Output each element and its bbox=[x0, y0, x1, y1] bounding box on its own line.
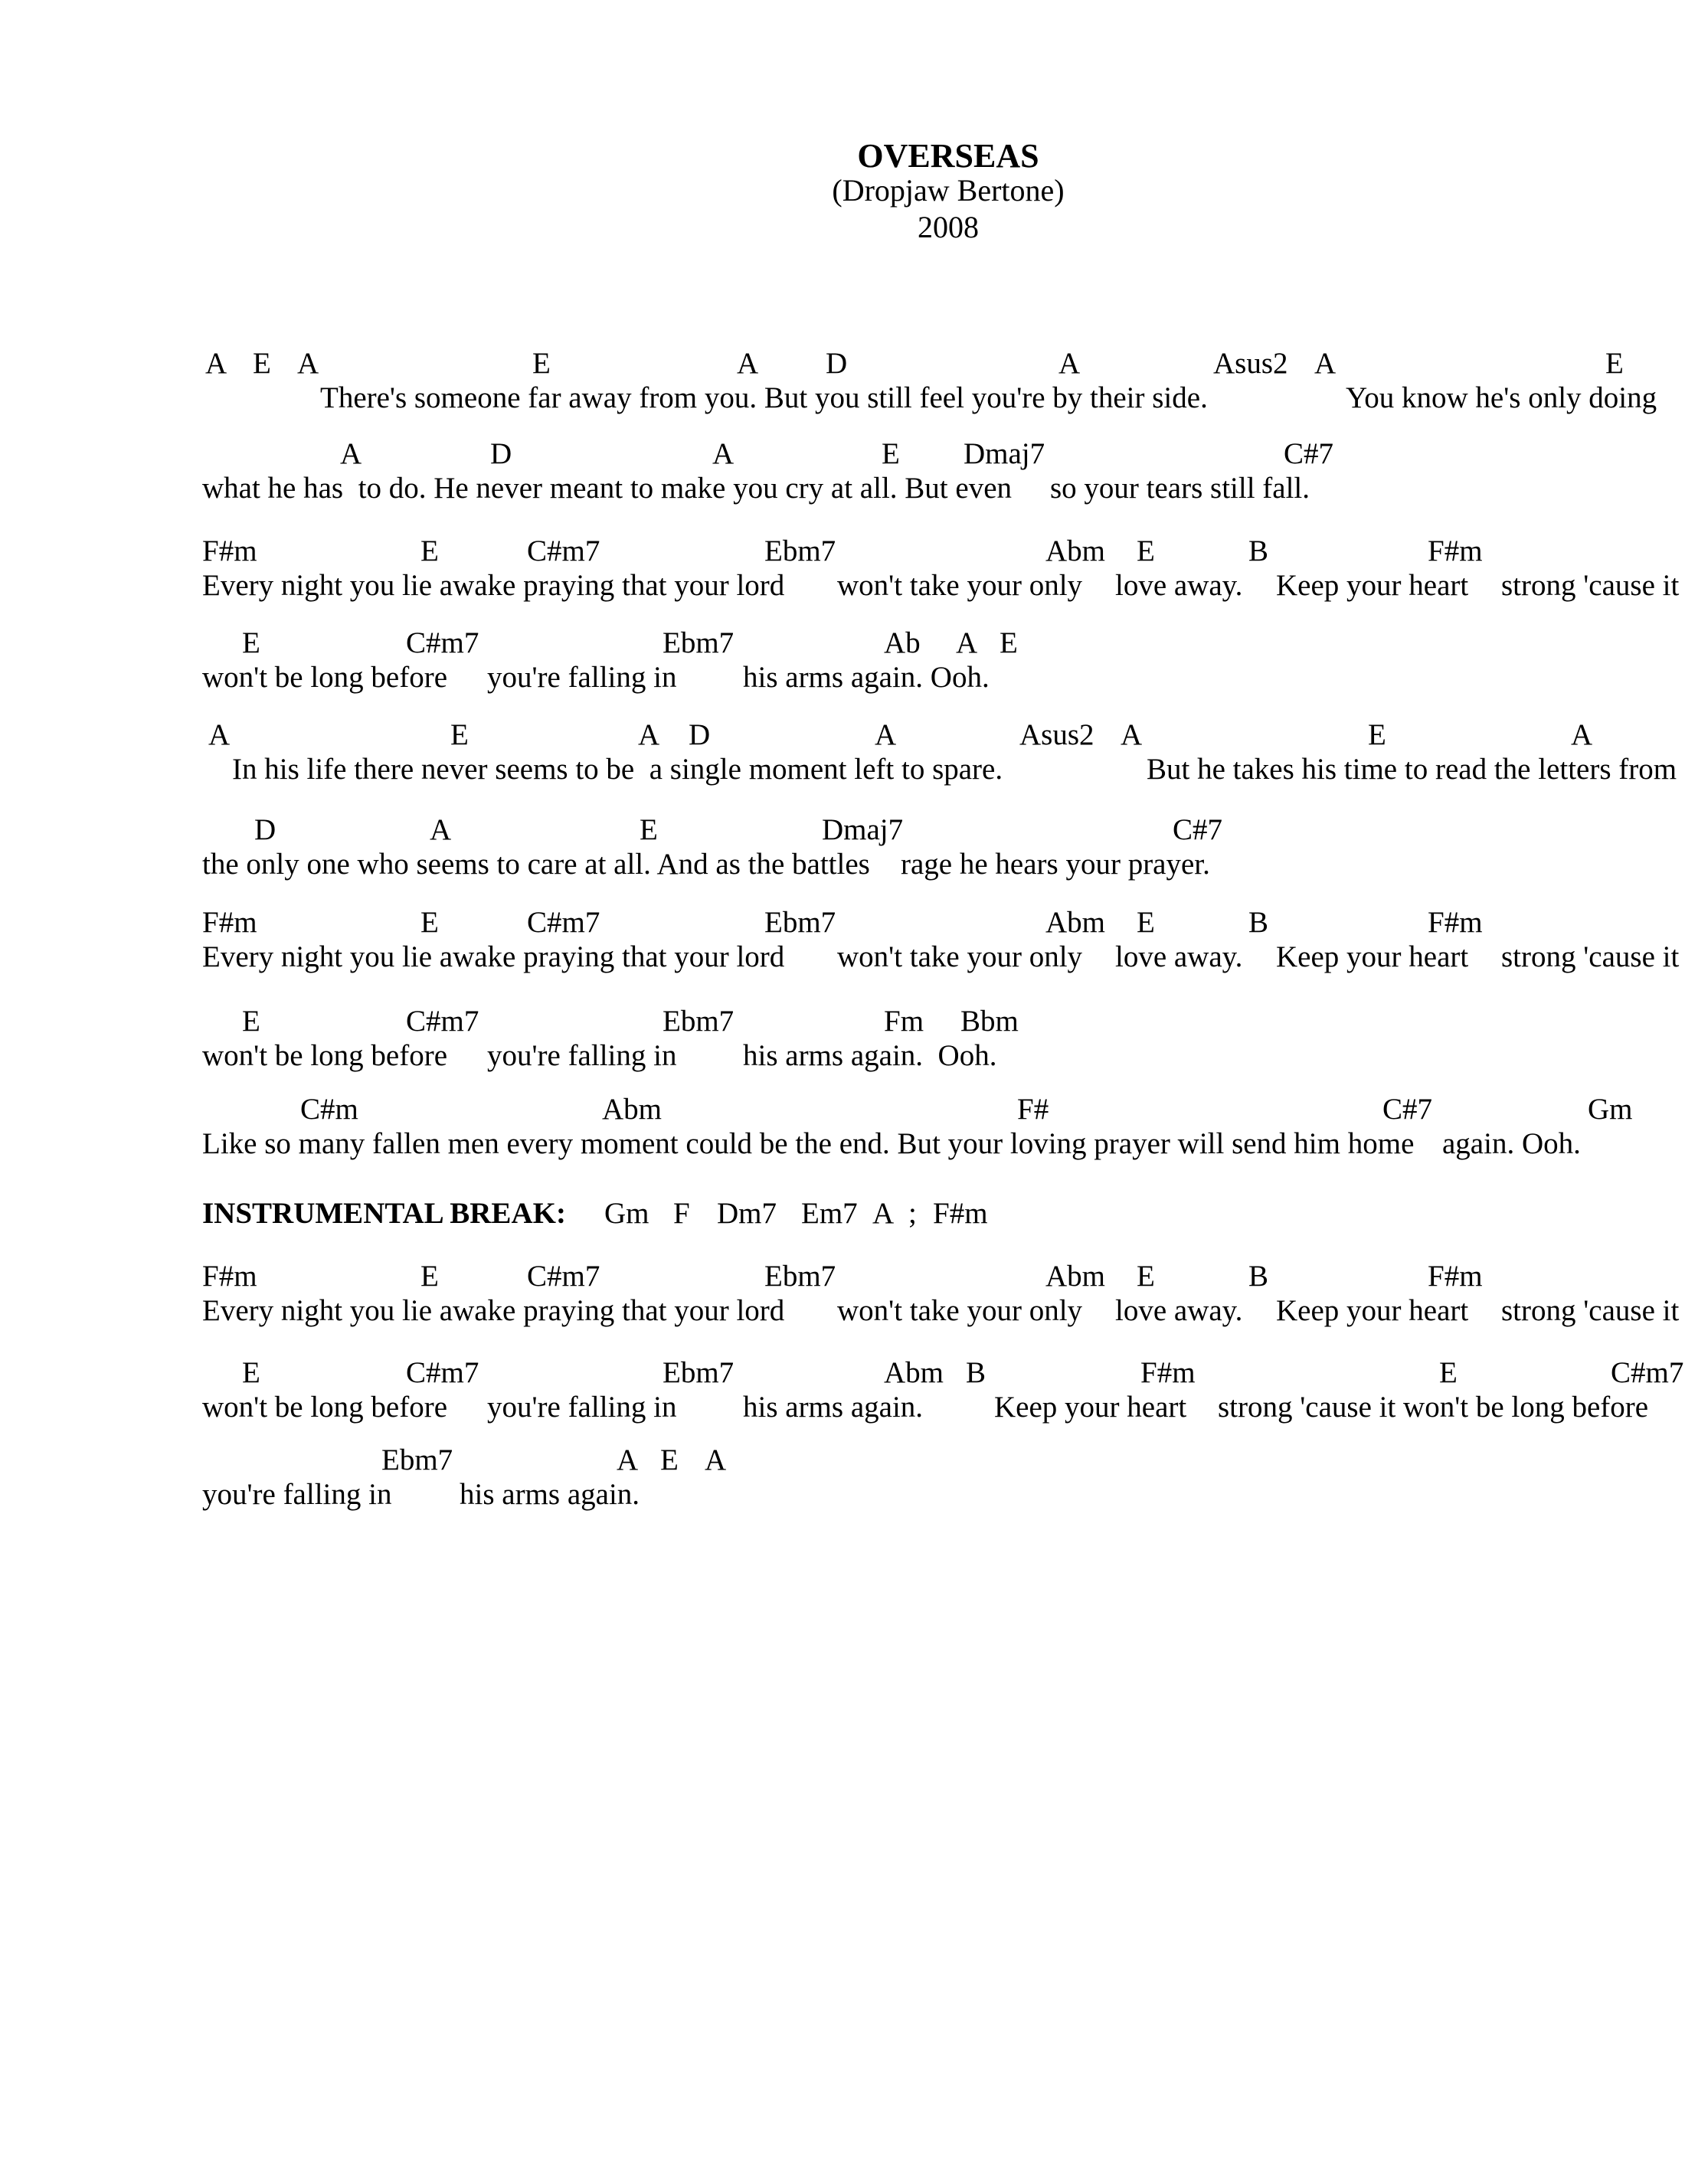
chord: F# bbox=[1017, 1093, 1049, 1126]
chord: A bbox=[1058, 347, 1081, 380]
lyric-segment: so your tears still fall. bbox=[1050, 472, 1310, 505]
lyric-segment: won't be long before bbox=[202, 1391, 448, 1424]
lyric-segment: You know he's only doing bbox=[1346, 381, 1657, 414]
lyric-segment: won't take your only bbox=[837, 569, 1083, 602]
lyric-segment: his arms again. bbox=[460, 1478, 640, 1511]
chord: E bbox=[450, 718, 469, 751]
lyric-segment: But he takes his time to read the letters from bbox=[1147, 753, 1677, 786]
chord: E bbox=[242, 1356, 260, 1389]
chord: E bbox=[420, 906, 439, 939]
chord: C#m7 bbox=[527, 1260, 600, 1293]
lyric-segment: Every night you lie awake praying that your lord bbox=[202, 940, 785, 973]
lyric-segment: won't be long before bbox=[202, 661, 448, 694]
lyric-segment: you're falling in bbox=[487, 661, 677, 694]
chord: F#m bbox=[202, 1260, 257, 1293]
chord: D bbox=[826, 347, 848, 380]
chord: C#m bbox=[300, 1093, 358, 1126]
chord: Abm bbox=[1045, 906, 1105, 939]
chord: C#7 bbox=[1173, 813, 1223, 846]
chord: D bbox=[490, 437, 512, 470]
chord: F#m bbox=[202, 535, 257, 567]
chord: E bbox=[242, 626, 260, 659]
chord: Ebm7 bbox=[381, 1443, 453, 1476]
chord: F#m bbox=[933, 1197, 988, 1230]
chord: A bbox=[1121, 718, 1143, 751]
chord: C#m7 bbox=[1611, 1356, 1684, 1389]
lyric-segment: Every night you lie awake praying that your lord bbox=[202, 569, 785, 602]
chord: F#m bbox=[1428, 535, 1483, 567]
chord: E bbox=[242, 1005, 260, 1038]
chord: D bbox=[689, 718, 711, 751]
lyric-segment: won't be long before bbox=[202, 1039, 448, 1072]
lyric-segment: you're falling in bbox=[487, 1391, 677, 1424]
chord: A bbox=[705, 1443, 727, 1476]
lyric-segment: strong 'cause it bbox=[1501, 1294, 1680, 1327]
song-title: OVERSEAS bbox=[857, 137, 1039, 175]
lyric-segment: the only one who seems to care at all. And as the battles bbox=[202, 848, 870, 881]
chord: Ebm7 bbox=[764, 906, 836, 939]
chord: A bbox=[1571, 718, 1593, 751]
lyric-segment: Keep your heart bbox=[1276, 1294, 1469, 1327]
lyric-segment: his arms again. Ooh. bbox=[743, 661, 990, 694]
chord: C#m7 bbox=[527, 906, 600, 939]
chord: A bbox=[956, 626, 978, 659]
chord: A bbox=[297, 347, 319, 380]
chord: Ebm7 bbox=[764, 535, 836, 567]
chord: B bbox=[966, 1356, 986, 1389]
lyric-segment: Like so many fallen men every moment could be the end. But your loving prayer will send him home bbox=[202, 1127, 1415, 1160]
chord: Ebm7 bbox=[663, 626, 735, 659]
chord: C#7 bbox=[1382, 1093, 1433, 1126]
chord: A bbox=[737, 347, 759, 380]
chord: Ebm7 bbox=[663, 1005, 735, 1038]
chord: Abm bbox=[1045, 1260, 1105, 1293]
lyric-segment: love away. bbox=[1115, 940, 1243, 973]
chord: E bbox=[1137, 535, 1155, 567]
chord: C#7 bbox=[1284, 437, 1334, 470]
lyric-segment: Every night you lie awake praying that your lord bbox=[202, 1294, 785, 1327]
chord: A bbox=[872, 1197, 895, 1230]
chord: A bbox=[1314, 347, 1337, 380]
chord: E bbox=[1439, 1356, 1458, 1389]
chord: F#m bbox=[1428, 1260, 1483, 1293]
chord: C#m7 bbox=[406, 1356, 479, 1389]
chord: E bbox=[1137, 1260, 1155, 1293]
lyric-segment: won't take your only bbox=[837, 1294, 1083, 1327]
lyric-segment: strong 'cause it won't be long before bbox=[1218, 1391, 1649, 1424]
chord: E bbox=[420, 535, 439, 567]
chord: E bbox=[420, 1260, 439, 1293]
chord: B bbox=[1248, 906, 1269, 939]
chord: Abm bbox=[602, 1093, 662, 1126]
chord: Fm bbox=[884, 1005, 924, 1038]
chord: E bbox=[532, 347, 551, 380]
lyric-segment: again. Ooh. bbox=[1442, 1127, 1581, 1160]
lyric-segment: There's someone far away from you. But you still feel you're by their side. bbox=[320, 381, 1208, 414]
chord: F#m bbox=[1140, 1356, 1196, 1389]
song-artist: (Dropjaw Bertone) bbox=[832, 173, 1065, 208]
lyric-segment: strong 'cause it bbox=[1501, 940, 1680, 973]
chord: E bbox=[882, 437, 900, 470]
chord: Abm bbox=[884, 1356, 944, 1389]
chord: Gm bbox=[604, 1197, 649, 1230]
chord: F#m bbox=[1428, 906, 1483, 939]
chord: Ab bbox=[884, 626, 921, 659]
chord: C#m7 bbox=[406, 626, 479, 659]
chord: E bbox=[1605, 347, 1624, 380]
chord: Ebm7 bbox=[764, 1260, 836, 1293]
chord: C#m7 bbox=[527, 535, 600, 567]
lyric-segment: In his life there never seems to be a single moment left to spare. bbox=[232, 753, 1003, 786]
lyric-segment: what he has to do. He never meant to make you cry at all. But even bbox=[202, 472, 1012, 505]
chord: Dm7 bbox=[717, 1197, 777, 1230]
chord: A bbox=[208, 718, 231, 751]
chord: C#m7 bbox=[406, 1005, 479, 1038]
chord: F#m bbox=[202, 906, 257, 939]
chord: Bbm bbox=[960, 1005, 1019, 1038]
chord: A bbox=[875, 718, 897, 751]
lyric-segment: strong 'cause it bbox=[1501, 569, 1680, 602]
chord: A bbox=[638, 718, 660, 751]
chord: Abm bbox=[1045, 535, 1105, 567]
lyric-segment: you're falling in bbox=[202, 1478, 392, 1511]
chord: Dmaj7 bbox=[964, 437, 1045, 470]
chord: E bbox=[1000, 626, 1018, 659]
chord: A bbox=[430, 813, 452, 846]
chord: E bbox=[660, 1443, 679, 1476]
chord: A bbox=[712, 437, 735, 470]
chord: E bbox=[253, 347, 271, 380]
lyric-segment: love away. bbox=[1115, 1294, 1243, 1327]
chord: Ebm7 bbox=[663, 1356, 735, 1389]
chord: E bbox=[1137, 906, 1155, 939]
chord: Asus2 bbox=[1213, 347, 1288, 380]
lyric-segment: won't take your only bbox=[837, 940, 1083, 973]
lyric-segment: love away. bbox=[1115, 569, 1243, 602]
chord: D bbox=[254, 813, 276, 846]
chord: ; bbox=[908, 1197, 917, 1230]
chord: A bbox=[205, 347, 227, 380]
chord: A bbox=[617, 1443, 639, 1476]
lyric-segment: rage he hears your prayer. bbox=[901, 848, 1210, 881]
chord: E bbox=[1368, 718, 1386, 751]
lyric-segment: Keep your heart bbox=[1276, 940, 1469, 973]
chord: Asus2 bbox=[1019, 718, 1094, 751]
chord: B bbox=[1248, 1260, 1269, 1293]
chord: F bbox=[673, 1197, 690, 1230]
instrumental-break-label: INSTRUMENTAL BREAK: bbox=[202, 1197, 566, 1230]
chord: B bbox=[1248, 535, 1269, 567]
chord: A bbox=[340, 437, 362, 470]
song-year: 2008 bbox=[918, 210, 979, 244]
lyric-segment: his arms again. bbox=[743, 1391, 924, 1424]
lyric-segment: you're falling in bbox=[487, 1039, 677, 1072]
lyric-segment: Keep your heart bbox=[1276, 569, 1469, 602]
chord: E bbox=[640, 813, 658, 846]
chord: Gm bbox=[1588, 1093, 1633, 1126]
lyric-segment: Keep your heart bbox=[994, 1391, 1187, 1424]
chord: Em7 bbox=[801, 1197, 858, 1230]
chord: Dmaj7 bbox=[822, 813, 904, 846]
lyric-segment: his arms again. Ooh. bbox=[743, 1039, 997, 1072]
